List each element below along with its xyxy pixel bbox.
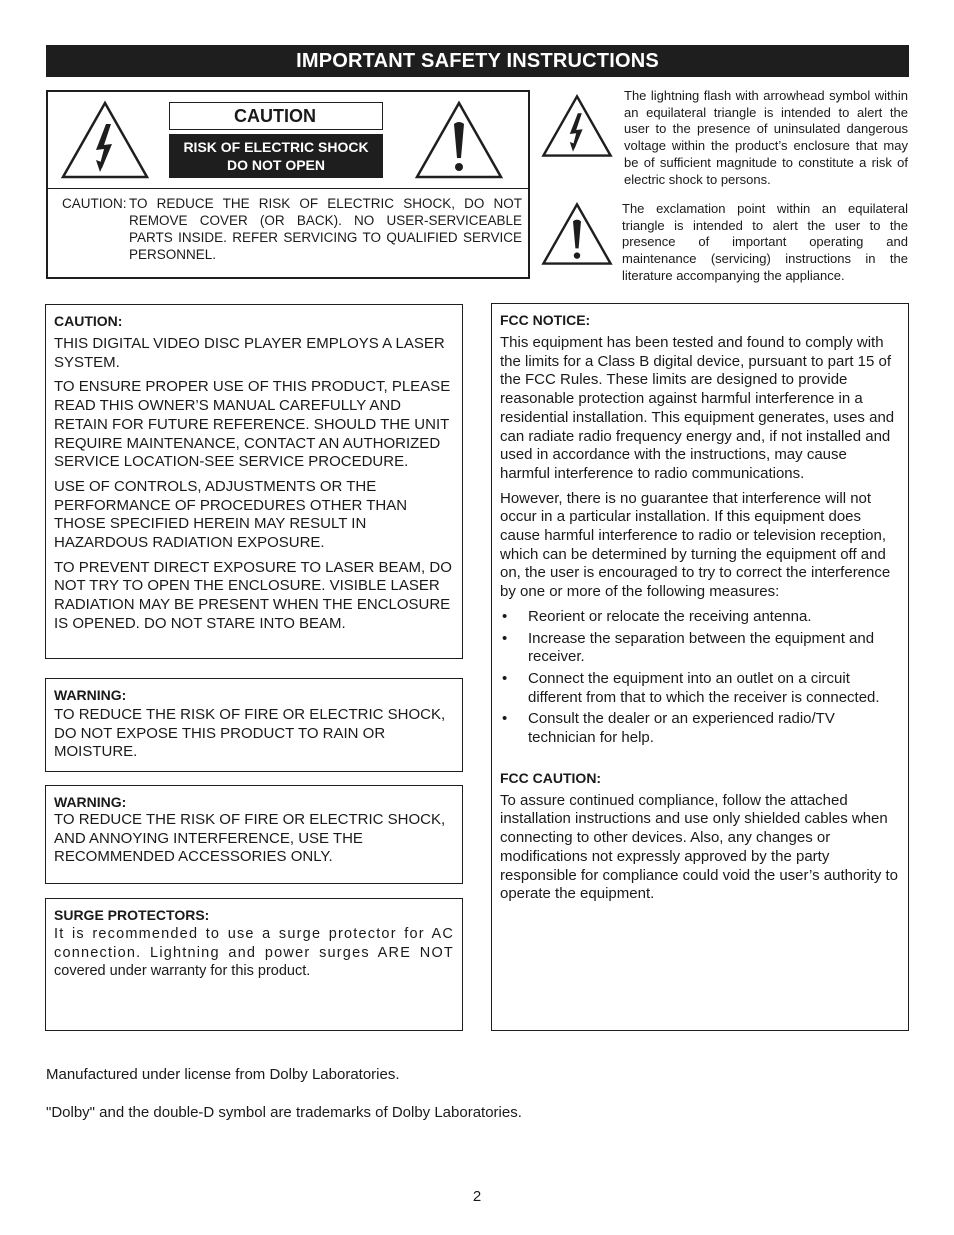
list-item: • Increase the separation between the equipment and receiver. <box>502 629 875 666</box>
dolby-trademark-note: "Dolby" and the double-D symbol are trademarks of Dolby Laboratories. <box>46 1104 522 1121</box>
divider <box>48 188 528 189</box>
laser-caution-box <box>45 304 463 659</box>
caution-lead: CAUTION: <box>62 196 127 211</box>
caution-heading: CAUTION <box>169 102 383 130</box>
fcc-notice-heading: FCC NOTICE: <box>500 312 591 328</box>
risk-line-2: DO NOT OPEN <box>226 157 325 173</box>
warning-heading: WARNING: <box>54 794 127 810</box>
caution-body: TO REDUCE THE RISK OF ELECTRIC SHOCK, DO NOT REMOVE COVER (OR BACK). NO USER-SERVICEABLE PARTS INSIDE. REFER SERVICING TO QUALIFIED SERVICE PERSONNEL. <box>129 196 522 262</box>
warning-accessories-box <box>45 785 463 884</box>
warning-moisture-box <box>45 678 463 772</box>
laser-caution-paragraph: TO ENSURE PROPER USE OF THIS PRODUCT, PLEASE READ THIS OWNER’S MANUAL CAREFULLY AND RETAIN FOR FUTURE REFERENCE. SHOULD THE UNIT REQUIRE MAINTENANCE, CONTACT AN AUTHORIZED SERVICE LOCATION-SEE SERVICE PROCEDURE. <box>54 378 451 471</box>
warning-text: TO REDUCE THE RISK OF FIRE OR ELECTRIC SHOCK, AND ANNOYING INTERFERENCE, USE THE RECOMMENDED ACCESSORIES ONLY. <box>54 811 446 866</box>
surge-protectors-box <box>45 898 463 1031</box>
laser-caution-paragraph: THIS DIGITAL VIDEO DISC PLAYER EMPLOYS A LASER SYSTEM. <box>54 335 445 371</box>
dolby-license-note: Manufactured under license from Dolby Laboratories. <box>46 1066 400 1083</box>
surge-text-last: covered under warranty for this product. <box>54 963 311 980</box>
warning-heading: WARNING: <box>54 687 127 703</box>
bullet-icon: • <box>502 669 508 687</box>
surge-text <box>54 925 454 981</box>
fcc-caution-text: To assure continued compliance, follow the attached installation instructions and use only shielded cables when connecting to other devices. Also, any changes or modifications not expressly approved by the party responsible for compliance could void the user’s authority to operate the equipment. <box>500 791 898 903</box>
laser-caution-paragraph: USE OF CONTROLS, ADJUSTMENTS OR THE PERFORMANCE OF PROCEDURES OTHER THAN THOSE SPECIFIED HEREIN MAY RESULT IN HAZARDOUS RADIATION EXPOSURE. <box>54 477 408 552</box>
bullet-icon: • <box>502 710 508 728</box>
warning-text: TO REDUCE THE RISK OF FIRE OR ELECTRIC SHOCK, DO NOT EXPOSE THIS PRODUCT TO RAIN OR MOISTURE. <box>54 706 446 761</box>
lightning-warning-icon <box>60 100 150 180</box>
laser-caution-heading: CAUTION: <box>54 313 123 329</box>
electric-shock-caution-label <box>46 90 530 279</box>
bullet-icon: • <box>502 607 508 625</box>
lightning-symbol-description: The lightning flash with arrowhead symbol within an equilateral triangle is intended to alert the user to the presence of uninsulated dangerous voltage within the product’s enclosure that may be of sufficient magnitude to constitute a risk of electric shock to persons. <box>624 88 908 187</box>
list-item: • Connect the equipment into an outlet on a circuit different from that to which the receiver is connected. <box>502 669 880 706</box>
page-title: IMPORTANT SAFETY INSTRUCTIONS <box>46 45 909 77</box>
laser-caution-paragraph: TO PREVENT DIRECT EXPOSURE TO LASER BEAM, DO NOT TRY TO OPEN THE ENCLOSURE. VISIBLE LASER RADIATION MAY BE PRESENT WHEN THE ENCLOSURE IS OPENED. DO NOT STARE INTO BEAM. <box>54 558 452 632</box>
surge-text-spaced: It is recommended to use a surge protector for AC connection. Lightning and power surges ARE NOT <box>54 926 454 961</box>
bullet-icon: • <box>502 629 508 647</box>
page-number: 2 <box>472 1188 482 1205</box>
lightning-symbol-icon <box>541 94 613 158</box>
list-item: • Consult the dealer or an experienced radio/TV technician for help. <box>502 710 835 747</box>
exclamation-symbol-icon <box>541 202 613 266</box>
fcc-box <box>491 303 909 1031</box>
fcc-measures-list <box>500 608 900 748</box>
risk-line-1: RISK OF ELECTRIC SHOCK <box>183 139 369 155</box>
surge-heading: SURGE PROTECTORS: <box>54 907 210 923</box>
fcc-caution-heading: FCC CAUTION: <box>500 769 602 786</box>
fcc-notice-paragraph: However, there is no guarantee that interference will not occur in a particular installation. If this equipment does cause harmful interference to radio or television reception, which can be determined by turning the equipment off and on, the user is encouraged to try to correct the interference by one or more of the following measures: <box>500 489 891 601</box>
fcc-notice-paragraph: This equipment has been tested and found to comply with the limits for a Class B digital device, pursuant to part 15 of the FCC Rules. These limits are designed to provide reasonable protection against harmful interference in a residential installation. This equipment generates, uses and can radiate radio frequency energy and, if not installed and used in accordance with the instructions, may cause harmful interference to radio communications. <box>500 334 895 482</box>
risk-of-shock-label <box>169 134 383 178</box>
caution-instructions <box>62 195 522 263</box>
exclamation-symbol-description: The exclamation point within an equilateral triangle is intended to alert the user to the presence of important operating and maintenance (servicing) instructions in the literature accompanying the appliance. <box>622 201 908 283</box>
exclamation-warning-icon <box>414 100 504 180</box>
list-item: • Reorient or relocate the receiving antenna. <box>502 607 812 625</box>
